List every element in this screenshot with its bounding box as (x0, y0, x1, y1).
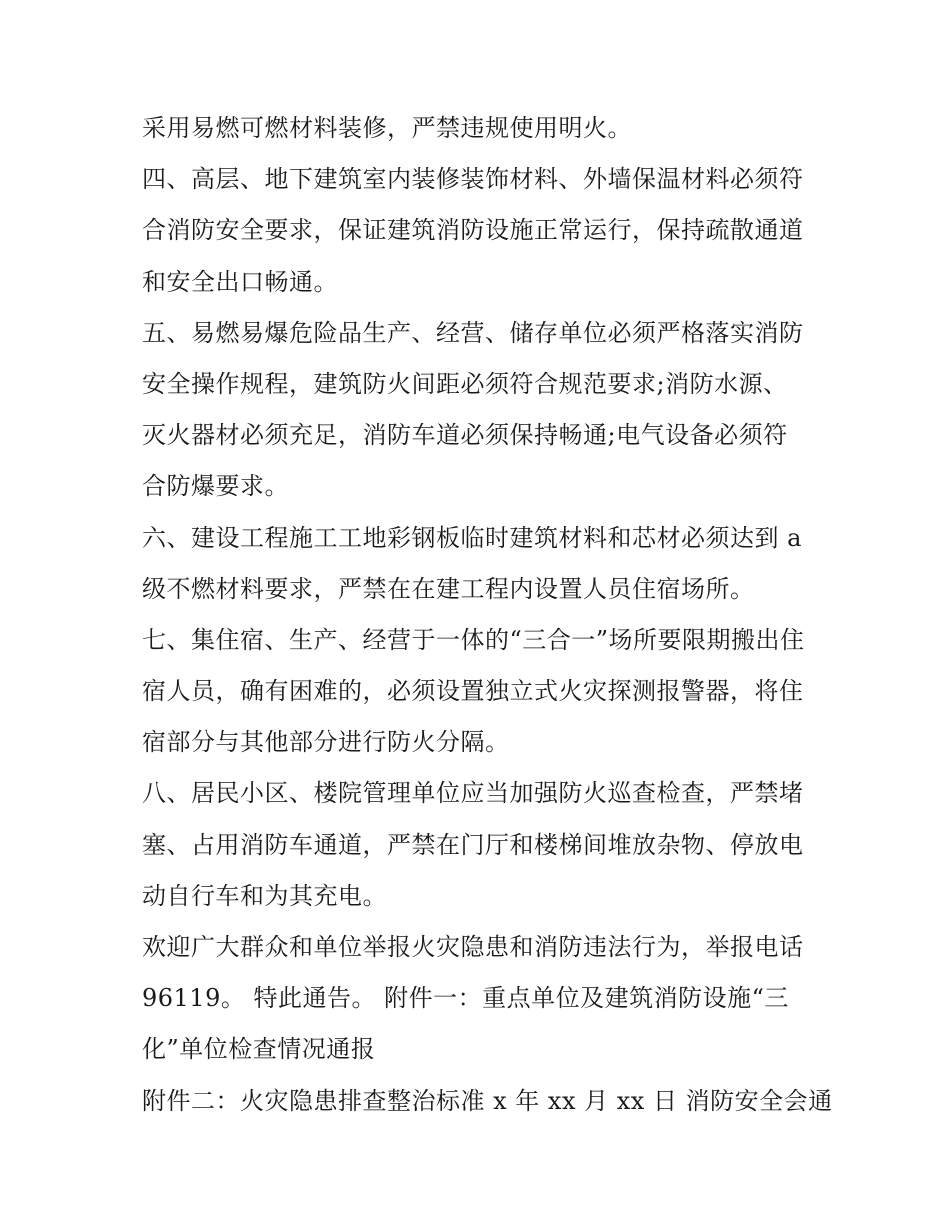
text-line: 和安全出口畅通。 (142, 267, 338, 296)
text-line: 宿人员，确有困难的，必须设置独立式火灾探测报警器，将住 (142, 677, 804, 706)
text-line: 级不燃材料要求，严禁在在建工程内设置人员住宿场所。 (142, 574, 755, 603)
text-line: 八、居民小区、楼院管理单位应当加强防火巡查检查，严禁堵 (142, 779, 804, 808)
document-body (142, 103, 833, 1127)
text-line: 化”单位检查情况通报 (142, 1035, 376, 1064)
text-line: 附件二：火灾隐患排查整治标准 x 年 xx 月 xx 日 消防安全会通 (142, 1086, 833, 1115)
text-line: 合消防安全要求，保证建筑消防设施正常运行，保持疏散通道 (142, 216, 804, 245)
text-line: 灭火器材必须充足，消防车道必须保持畅通;电气设备必须符 (142, 421, 788, 450)
text-line: 采用易燃可燃材料装修，严禁违规使用明火。 (142, 114, 632, 142)
text-line: 宿部分与其他部分进行防火分隔。 (142, 728, 510, 757)
text-line: 四、高层、地下建筑室内装修装饰材料、外墙保温材料必须符 (142, 165, 804, 194)
text-line: 六、建设工程施工工地彩钢板临时建筑材料和芯材必须达到 a (142, 523, 802, 552)
text-line: 五、易燃易爆危险品生产、经营、储存单位必须严格落实消防 (142, 318, 804, 347)
text-line: 动自行车和为其充电。 (142, 881, 387, 910)
text-line: 塞、占用消防车通道，严禁在门厅和楼梯间堆放杂物、停放电 (142, 830, 804, 859)
text-line: 七、集住宿、生产、经营于一体的“三合一”场所要限期搬出住 (142, 625, 805, 654)
text-line: 安全操作规程，建筑防火间距必须符合规范要求;消防水源、 (142, 369, 788, 398)
text-line: 96119。 特此通告。 附件一：重点单位及建筑消防设施“三 (142, 984, 789, 1013)
text-line: 合防爆要求。 (142, 472, 289, 501)
text-line: 欢迎广大群众和单位举报火灾隐患和消防违法行为，举报电话 (142, 933, 804, 961)
